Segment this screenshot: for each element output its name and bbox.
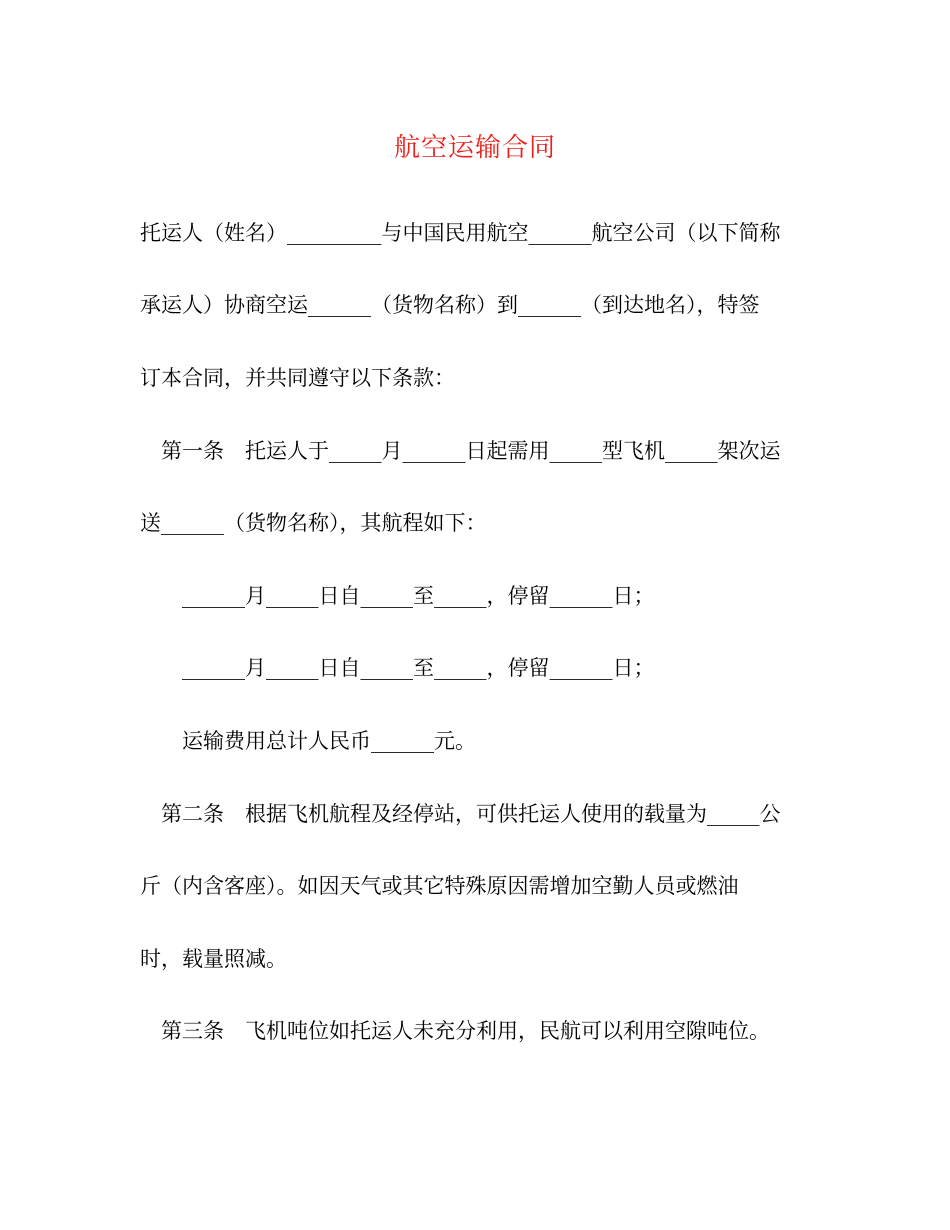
transport-fee-line: 运输费用总计人民币______元。	[140, 729, 476, 753]
article-3-line-1: 第三条 飞机吨位如托运人未充分利用，民航可以利用空隙吨位。	[140, 1019, 770, 1043]
article-2-line-3: 时，载量照减。	[140, 947, 287, 971]
route-line-2: ______月_____日自_____至_____，停留______日；	[140, 656, 655, 680]
paragraph-line-1: 托运人（姓名）_________与中国民用航空______航空公司（以下简称	[140, 221, 781, 245]
route-line-1: ______月_____日自_____至_____，停留______日；	[140, 584, 655, 608]
paragraph-line-3: 订本合同，并共同遵守以下条款：	[140, 366, 455, 390]
article-2-line-1: 第二条 根据飞机航程及经停站，可供托运人使用的载量为_____公	[140, 802, 781, 826]
paragraph-line-2: 承运人）协商空运______（货物名称）到______（到达地名），特签	[140, 293, 760, 317]
document-title: 航空运输合同	[393, 133, 556, 163]
article-1-line-2: 送______（货物名称），其航程如下：	[140, 511, 487, 535]
article-1-line-1: 第一条 托运人于_____月______日起需用_____型飞机_____架次运	[140, 439, 781, 463]
article-2-line-2: 斤（内含客座）。如因天气或其它特殊原因需增加空勤人员或燃油	[140, 874, 739, 898]
